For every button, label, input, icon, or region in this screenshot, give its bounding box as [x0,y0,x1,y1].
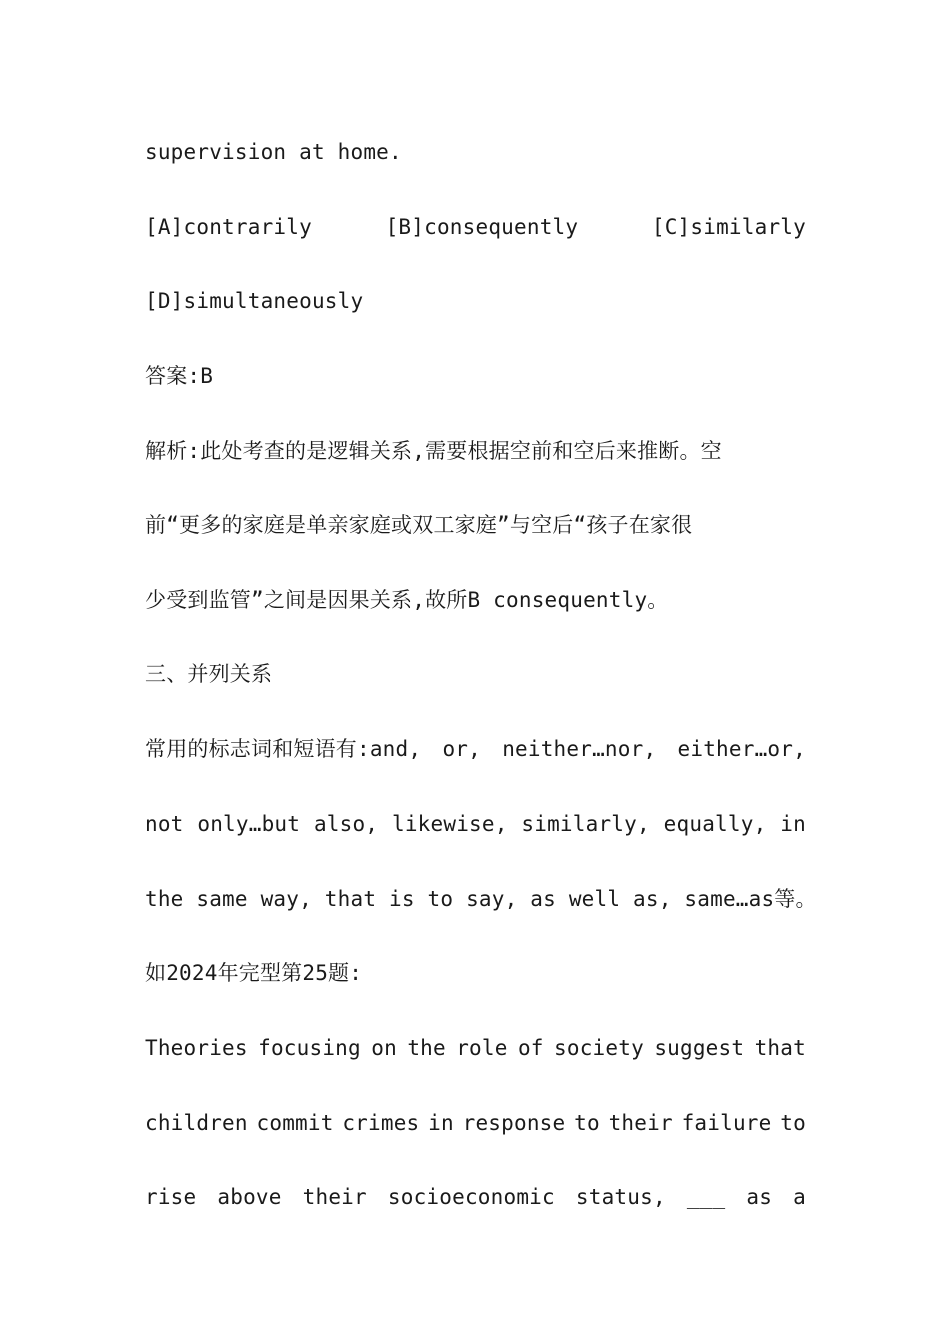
section-title: 三、并列关系 [145,662,273,686]
example-intro: 如2024年完型第25题: [145,961,363,985]
word: equally, [663,812,767,836]
option-d: [D]simultaneously [145,289,364,313]
word: suggest [654,1036,745,1060]
word: socioeconomic [387,1185,555,1209]
word: 常用的标志词和短语有:and, [145,737,422,761]
word: children [145,1111,248,1135]
markers-line-1 [145,734,806,764]
word: crimes [342,1111,420,1135]
answer-line: 答案:B [145,364,214,388]
word: a [793,1185,806,1209]
word: failure [681,1111,772,1135]
passage-line-1 [145,1033,806,1063]
analysis-line-3: 少受到监管”之间是因果关系,故所B consequently。 [145,588,669,612]
word: commit [256,1111,334,1135]
word: to [780,1111,806,1135]
word: status, [575,1185,666,1209]
passage-line-2 [145,1108,806,1138]
word: only…but [197,812,301,836]
analysis-line-1: 解析:此处考查的是逻辑关系,需要根据空前和空后来推断。空 [145,439,722,463]
word: not [145,812,184,836]
blank: ___ [686,1185,726,1209]
word: response [462,1111,566,1135]
word: the [407,1036,446,1060]
word: also, [313,812,379,836]
option-a: [A]contrarily [145,215,312,239]
word: their [302,1185,367,1209]
word: their [608,1111,673,1135]
word: neither…nor, [502,737,657,761]
option-b: [B]consequently [385,215,579,239]
word: of [517,1036,544,1060]
word: role [456,1036,508,1060]
text-line-supervision: supervision at home. [145,140,402,164]
passage-line-3 [145,1182,806,1212]
word: on [371,1036,397,1060]
word: in [428,1111,454,1135]
word: focusing [258,1036,361,1060]
word: society [554,1036,644,1060]
word: in [780,812,806,836]
word: or, [442,737,481,761]
word: as [746,1185,773,1209]
answer-options-row [145,212,806,242]
word: Theories [145,1036,248,1060]
word: either…or, [677,737,806,761]
markers-line-2 [145,809,806,839]
word: rise [145,1185,197,1209]
word: to [574,1111,600,1135]
word: above [217,1185,282,1209]
word: similarly, [521,812,650,836]
markers-line-3: the same way, that is to say, as well as, same…as等。 [145,887,817,911]
word: likewise, [391,812,508,836]
option-c: [C]similarly [651,215,806,239]
word: that [754,1036,806,1060]
analysis-line-2: 前“更多的家庭是单亲家庭或双工家庭”与空后“孩子在家很 [145,513,693,537]
